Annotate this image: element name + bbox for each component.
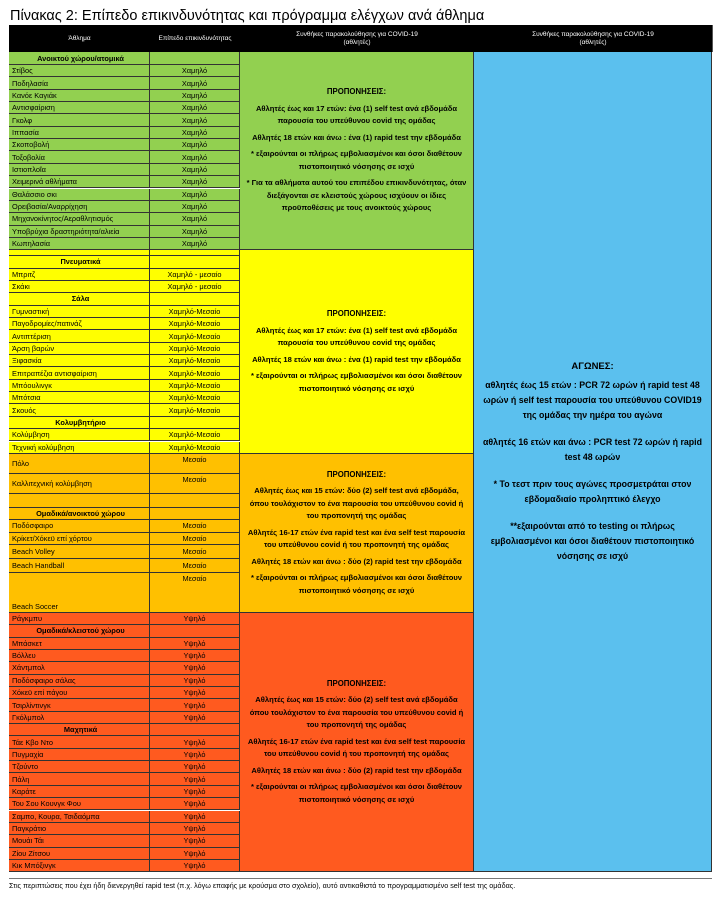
header-competition-line1: Συνθήκες παρακολούθησης για COVID-19 xyxy=(532,30,654,38)
training-block-green xyxy=(240,52,474,250)
sport-name: Σκουός xyxy=(9,404,150,416)
sport-name: Σκάκι xyxy=(9,281,150,293)
sport-name: Γκόλμπολ xyxy=(9,712,150,724)
risk-level: Μεσαίο xyxy=(150,573,240,613)
section-header: Κολυμβητήριο xyxy=(9,417,150,429)
sport-name: Beach Handball xyxy=(9,559,150,573)
risk-level: Υψηλό xyxy=(150,650,240,662)
risk-level: Χαμηλό xyxy=(150,151,240,163)
sport-name: Στίβος xyxy=(9,65,150,77)
sport-name: Του Σου Κουνγκ Φου xyxy=(9,798,150,810)
risk-level: Μεσαίο xyxy=(150,520,240,532)
risk-level: Χαμηλό xyxy=(150,65,240,77)
sport-name: Ιππασία xyxy=(9,127,150,139)
section-header: Μαχητικά xyxy=(9,724,150,736)
sport-name: Σκοποβολή xyxy=(9,139,150,151)
sport-name: Πάλη xyxy=(9,773,150,785)
sport-name: Χάντμπολ xyxy=(9,662,150,674)
header-sport xyxy=(9,25,151,52)
risk-level: Χαμηλό-Μεσαίο xyxy=(150,355,240,367)
sport-name: Κολύμβηση xyxy=(9,429,150,441)
sport-name: Χόκεϋ επί πάγου xyxy=(9,687,150,699)
risk-level: Υψηλό xyxy=(150,823,240,835)
risk-level: Χαμηλό xyxy=(150,226,240,238)
sport-name: Καράτε xyxy=(9,786,150,798)
training-heading: ΠΡΟΠΟΝΗΣΕΙΣ: xyxy=(326,469,387,479)
page-title: Πίνακας 2: Επίπεδο επικινδυνότητας και πρόγραμμα ελέγχων ανά άθλημα xyxy=(10,8,485,24)
section-header: Ομαδικά/ανοικτού χώρου xyxy=(9,508,150,520)
risk-level: Χαμηλό-Μεσαίο xyxy=(150,442,240,454)
sport-name: Αντιπτέριση xyxy=(9,330,150,342)
sport-name: Τζούντο xyxy=(9,761,150,773)
competition-rule: **εξαιρούνται από το testing οι πλήρως εμβολιασμένοι και όσοι διαθέτουν πιστοποιητικό νόσησης σε ισχύ xyxy=(490,521,695,562)
sport-name: Ράγκμπυ xyxy=(9,613,150,625)
header-sport-label: Άθλημα xyxy=(68,34,91,42)
sport-name: Πυγμαχία xyxy=(9,749,150,761)
risk-level: Υψηλό xyxy=(150,786,240,798)
sport-name: Ζίου Ζίτσου xyxy=(9,848,150,860)
risk-level: Χαμηλό-Μεσαίο xyxy=(150,343,240,355)
training-rule: * Για τα αθλήματα αυτού του επιπέδου επικινδυνότητας, όταν διεξάγονται σε κλειστούς χώρους ισχύουν οι ίδιες προϋποθέσεις με τους ανοικτούς χώρους xyxy=(246,178,467,213)
sport-name: Ξιφασκία xyxy=(9,355,150,367)
sport-name: Τεχνική κολύμβηση xyxy=(9,442,150,454)
risk-level xyxy=(150,293,240,305)
sport-name xyxy=(9,494,150,508)
risk-level: Χαμηλό xyxy=(150,77,240,89)
risk-level: Χαμηλό xyxy=(150,127,240,139)
sport-name: Γυμναστική xyxy=(9,306,150,318)
risk-level: Χαμηλό-Μεσαίο xyxy=(150,318,240,330)
sport-name: Κρίκετ/Χόκεϋ επί χόρτου xyxy=(9,533,150,545)
sport-name: Μπότσια xyxy=(9,392,150,404)
sport-name: Πόλο xyxy=(9,454,150,474)
sport-name: Σαμπο, Κουρα, Τσιδαόμπα xyxy=(9,811,150,823)
sport-name: Ιστιοπλοΐα xyxy=(9,164,150,176)
sport-name: Αντισφαίριση xyxy=(9,102,150,114)
risk-level: Χαμηλό xyxy=(150,176,240,188)
sport-name: Κικ Μπόξινγκ xyxy=(9,860,150,872)
sport-name: Κανόε Καγιάκ xyxy=(9,90,150,102)
risk-level: Χαμηλό - μεσαίο xyxy=(150,269,240,281)
risk-level: Μεσαίο xyxy=(150,533,240,545)
risk-level: Χαμηλό xyxy=(150,114,240,126)
sport-name: Ποδηλασία xyxy=(9,77,150,89)
sport-name: Τάε Κβο Ντο xyxy=(9,736,150,748)
sport-name: Ποδόσφαιρο xyxy=(9,520,150,532)
training-rule: Αθλητές έως και 17 ετών: ένα (1) self test ανά εβδομάδα παρουσία του υπεύθυνου covid της ομάδας xyxy=(255,103,458,126)
sport-name: Καλλιτεχνική κολύμβηση xyxy=(9,474,150,494)
header-risk xyxy=(150,25,241,52)
risk-level: Υψηλό xyxy=(150,811,240,823)
header-training-line2: (αθλητές) xyxy=(343,38,371,46)
training-rule: * εξαιρούνται οι πλήρως εμβολιασμένοι και όσοι διαθέτουν πιστοποιητικό νόσησης σε ισχύ xyxy=(250,573,462,595)
risk-level: Χαμηλό xyxy=(150,201,240,213)
risk-level: Χαμηλό-Μεσαίο xyxy=(150,367,240,379)
risk-level: Μεσαίο xyxy=(150,545,240,559)
training-heading: ΠΡΟΠΟΝΗΣΕΙΣ: xyxy=(326,309,387,319)
sport-name: Κωπηλασία xyxy=(9,238,150,250)
training-rule: Αθλητές έως και 15 ετών: δύο (2) self test ανά εβδομάδα, όπου τουλάχιστον το ένα παρουσία του υπεύθυνου covid ή του προπονητή της ομάδας xyxy=(249,486,464,521)
sport-name: Ποδόσφαιρο σάλας xyxy=(9,675,150,687)
risk-level: Χαμηλό xyxy=(150,189,240,201)
training-block-red xyxy=(240,613,474,872)
risk-level xyxy=(150,508,240,520)
risk-level: Υψηλό xyxy=(150,638,240,650)
header-competition-line2: (αθλητές) xyxy=(579,38,607,46)
sport-name: Άρση βαρών xyxy=(9,343,150,355)
sport-name: Θαλάσσιο σκι xyxy=(9,189,150,201)
section-header: Ανοικτού χώρου/ατομικά xyxy=(9,52,150,65)
risk-level: Υψηλό xyxy=(150,712,240,724)
risk-level xyxy=(150,494,240,508)
competition-rule: αθλητές έως 15 ετών : PCR 72 ωρών ή rapid test 48 ωρών ή self test παρουσία του υπεύθυνου COVID19 της ομάδας την ημέρα του αγώνα xyxy=(483,380,702,421)
risk-level xyxy=(150,625,240,637)
competition-rule: * Το τεστ πριν τους αγώνες προσμετράται στον εβδομαδιαίο προληπτικό έλεγχο xyxy=(493,479,692,505)
risk-level: Χαμηλό-Μεσαίο xyxy=(150,429,240,441)
training-rule: * εξαιρούνται οι πλήρως εμβολιασμένοι και όσοι διαθέτουν πιστοποιητικό νόσησης σε ισχύ xyxy=(250,149,462,171)
risk-level: Χαμηλό xyxy=(150,102,240,114)
risk-level: Μεσαίο xyxy=(150,454,240,474)
risk-level: Υψηλό xyxy=(150,835,240,847)
training-rule: Αθλητές έως και 17 ετών: ένα (1) self test ανά εβδομάδα παρουσία του υπεύθυνου covid της ομάδας xyxy=(255,325,458,348)
sport-name: Μηχανοκίνητος/Αεραθλητισμός xyxy=(9,213,150,225)
risk-level: Χαμηλό-Μεσαίο xyxy=(150,392,240,404)
risk-level: Υψηλό xyxy=(150,699,240,711)
sport-name: Υποβρύχια δραστηριότητα/αλιεία xyxy=(9,226,150,238)
sport-name: Παγκράτιο xyxy=(9,823,150,835)
competition-block xyxy=(474,52,712,872)
training-rule: Αθλητές 18 ετών και άνω : δύο (2) rapid test την εβδομάδα xyxy=(251,765,462,775)
sport-name: Τσιρλίντινγκ xyxy=(9,699,150,711)
risk-level: Υψηλό xyxy=(150,749,240,761)
training-heading: ΠΡΟΠΟΝΗΣΕΙΣ: xyxy=(326,678,387,688)
training-rule: Αθλητές 18 ετών και άνω : δύο (2) rapid test την εβδομάδα xyxy=(251,556,462,566)
risk-level xyxy=(150,417,240,429)
sport-name: Beach Soccer xyxy=(9,573,150,613)
risk-level: Υψηλό xyxy=(150,675,240,687)
training-rule: Αθλητές 18 ετών και άνω : ένα (1) rapid test την εβδομάδα xyxy=(252,132,461,142)
risk-level xyxy=(150,256,240,268)
training-rule: Αθλητές έως και 15 ετών: δύο (2) self test ανά εβδομάδα όπου τουλάχιστον το ένα παρουσία του υπεύθυνου covid ή του προπονητή της ομάδας xyxy=(249,695,464,730)
risk-level: Χαμηλό xyxy=(150,90,240,102)
sport-name: Χειμερινά αθλήματα xyxy=(9,176,150,188)
risk-level: Υψηλό xyxy=(150,687,240,699)
risk-level: Υψηλό xyxy=(150,848,240,860)
training-rule: * εξαιρούνται οι πλήρως εμβολιασμένοι και όσοι διαθέτουν πιστοποιητικό νόσησης σε ισχύ xyxy=(250,371,462,393)
risk-level: Χαμηλό xyxy=(150,238,240,250)
training-rule: Αθλητές 16-17 ετών ένα rapid test και ένα self test παρουσία του υπεύθυνου covid ή του προπονητή της ομάδας xyxy=(247,736,466,759)
sport-name: Τοξοβολία xyxy=(9,151,150,163)
risk-level: Χαμηλό xyxy=(150,139,240,151)
footnote: Στις περιπτώσεις που έχει ήδη διενεργηθεί rapid test (π.χ. λόγω επαφής με κρούσμα στο σχολείο), αυτό αντικαθιστά το προγραμματισμένο self test της ομάδας. xyxy=(9,878,712,890)
sport-name: Μπάσκετ xyxy=(9,638,150,650)
risk-level: Υψηλό xyxy=(150,798,240,810)
training-block-orange xyxy=(240,454,474,613)
section-header: Ομαδικά/κλειστού χώρου xyxy=(9,625,150,637)
competition-heading: ΑΓΩΝΕΣ: xyxy=(571,361,614,373)
header-risk-label: Επίπεδο επικινδυνότητας xyxy=(158,34,232,42)
training-rule: Αθλητές 18 ετών και άνω : ένα (1) rapid test την εβδομάδα xyxy=(252,354,461,364)
sport-name: Μπριτζ xyxy=(9,269,150,281)
training-rule: * εξαιρούνται οι πλήρως εμβολιασμένοι και όσοι διαθέτουν πιστοποιητικό νόσησης σε ισχύ xyxy=(250,782,462,804)
risk-table xyxy=(9,25,712,871)
training-heading: ΠΡΟΠΟΝΗΣΕΙΣ: xyxy=(326,87,387,97)
risk-level: Χαμηλό-Μεσαίο xyxy=(150,306,240,318)
risk-level: Μεσαίο xyxy=(150,559,240,573)
risk-level: Υψηλό xyxy=(150,773,240,785)
risk-level: Υψηλό xyxy=(150,662,240,674)
section-header: Σάλα xyxy=(9,293,150,305)
risk-level: Υψηλό xyxy=(150,736,240,748)
header-training-line1: Συνθήκες παρακολούθησης για COVID-19 xyxy=(296,30,418,38)
risk-level xyxy=(150,52,240,65)
sport-name: Γκολφ xyxy=(9,114,150,126)
sport-name: Επιτραπέζια αντισφαίριση xyxy=(9,367,150,379)
risk-level: Χαμηλό-Μεσαίο xyxy=(150,404,240,416)
training-block-yellow xyxy=(240,250,474,454)
risk-level: Υψηλό xyxy=(150,613,240,625)
competition-rule: αθλητές 16 ετών και άνω : PCR test 72 ωρών ή rapid test 48 ωρών xyxy=(483,437,702,463)
header-competition xyxy=(474,25,713,52)
header-training xyxy=(240,25,475,52)
risk-level: Χαμηλό-Μεσαίο xyxy=(150,380,240,392)
training-rule: Αθλητές 16-17 ετών ένα rapid test και ένα self test παρουσία του υπεύθυνου covid ή του προπονητή της ομάδας xyxy=(247,527,466,550)
sport-name: Βόλλευ xyxy=(9,650,150,662)
risk-level: Μεσαίο xyxy=(150,474,240,494)
risk-level: Χαμηλό - μεσαίο xyxy=(150,281,240,293)
sport-name: Ορειβασία/Αναρρίχηση xyxy=(9,201,150,213)
section-header: Πνευματικά xyxy=(9,256,150,268)
risk-level: Υψηλό xyxy=(150,860,240,872)
risk-level xyxy=(150,724,240,736)
risk-level: Χαμηλό-Μεσαίο xyxy=(150,330,240,342)
sport-name: Beach Volley xyxy=(9,545,150,559)
risk-level: Χαμηλό xyxy=(150,164,240,176)
sport-name: Παγοδρομίες/πατινάζ xyxy=(9,318,150,330)
risk-level: Χαμηλό xyxy=(150,213,240,225)
risk-level: Υψηλό xyxy=(150,761,240,773)
sport-name: Μπόουλινγκ xyxy=(9,380,150,392)
sport-name: Μουάι Τάι xyxy=(9,835,150,847)
